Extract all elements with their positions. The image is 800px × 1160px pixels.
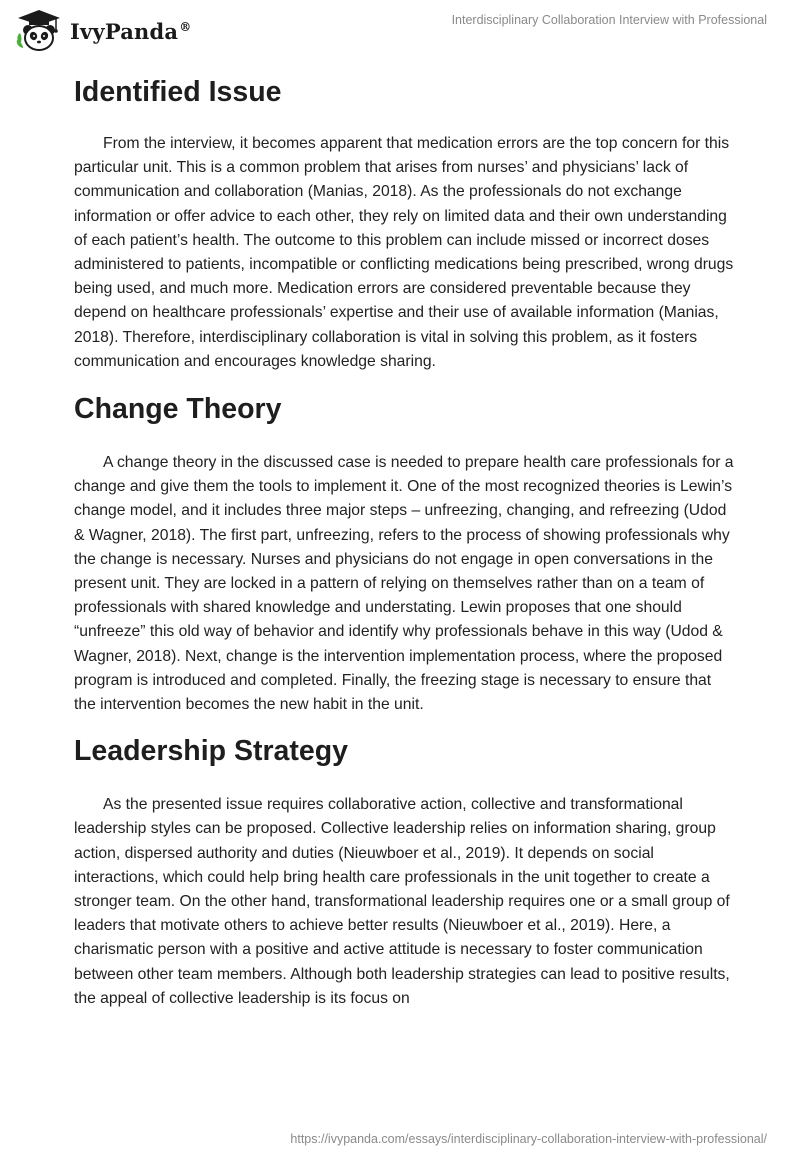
page-header [0,0,800,60]
section-paragraph: As the presented issue requires collaborative action, collective and transformational leadership styles can be proposed. Collective leadership relies on information sharing, group action, dispersed authority and duties (Nieuwboer et al., 2019). It depends on social interactions, which could help bring health care professionals in the unit together to create a stronger team. On the other hand, transformational leadership requires one or a small group of leaders that motivate others to achieve better results (Nieuwboer et al., 2019). Here, a charismatic person with a positive and active attitude is necessary to foster communication between other team members. Although both leadership strategies can lead to positive results, the appeal of collective leadership is its focus on [74,796,730,1007]
source-url[interactable]: https://ivypanda.com/essays/interdisciplinary-collaboration-interview-with-professional/ [290,1132,767,1146]
section-heading-identified-issue: Identified Issue [74,76,282,108]
document-title: Interdisciplinary Collaboration Interview with Professional [451,13,767,27]
section-paragraph: From the interview, it becomes apparent that medication errors are the top concern for this particular unit. This is a common problem that arises from nurses’ and physicians’ lack of communication and collaboration (Manias, 2018). As the professionals do not exchange information or offer advice to each other, they rely on limited data and their own understanding of each patient’s health. The outcome to this problem can include missed or incorrect doses administered to patients, incompatible or conflicting medications being prescribed, wrong drugs being used, and much more. Medication errors are considered preventable because they depend on healthcare professionals’ expertise and their use of available information (Manias, 2018). Therefore, interdisciplinary collaboration is vital in solving this problem, as it fosters communication and encourages knowledge sharing. [74,135,734,370]
panda-graduate-icon [14,8,64,54]
section-heading-leadership-strategy: Leadership Strategy [74,735,349,768]
brand-name: IvyPanda® [70,18,192,44]
section-paragraph: A change theory in the discussed case is needed to prepare health care professionals for a change and give them the tools to implement it. One of the most recognized theories is Lewin’s change model, and it includes three major steps – unfreezing, changing, and refreezing (Udod & Wagner, 2018). The first part, unfreezing, refers to the process of showing professionals why the change is necessary. Nurses and physicians do not engage in open conversations in the present unit. They are locked in a pattern of relying on themselves rather than on a team of professionals with shared knowledge and understating. Lewin proposes that one should “unfreeze” this old way of behavior and identify why professionals behave in this way (Udod & Wagner, 2018). Next, change is the intervention implementation process, where the proposed program is introduced and completed. Finally, the freezing stage is necessary to ensure that the intervention becomes the new habit in the unit. [74,454,734,714]
ivypanda-logo[interactable] [14,8,191,54]
registered-mark: ® [179,19,192,34]
section-heading-change-theory: Change Theory [74,393,282,426]
essay-content [74,72,734,1011]
